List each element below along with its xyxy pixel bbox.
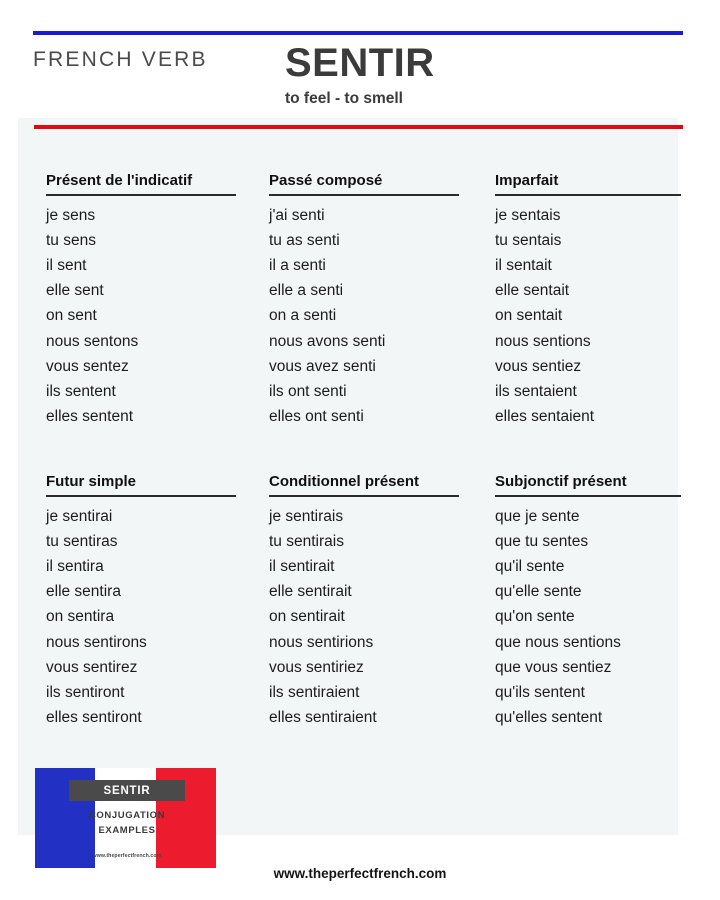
- conjugation-form: que nous sentions: [495, 633, 621, 651]
- tense-title-underline: [495, 194, 681, 196]
- conjugation-form: qu'on sente: [495, 608, 575, 626]
- tense-title: Imparfait: [495, 172, 559, 189]
- conjugation-form: que tu sentes: [495, 532, 589, 550]
- conjugation-form: vous sentirez: [46, 658, 138, 676]
- conjugation-form: qu'elle sente: [495, 583, 582, 601]
- conjugation-list: [46, 504, 261, 731]
- page-title: SENTIR: [285, 41, 435, 85]
- conjugation-form: tu sens: [46, 231, 96, 249]
- conjugation-list: [46, 203, 261, 430]
- conjugation-form: ils ont senti: [269, 382, 347, 400]
- french-flag-logo: [35, 768, 216, 868]
- conjugation-form: elles sentent: [46, 408, 134, 426]
- conjugation-form: vous avez senti: [269, 357, 376, 375]
- conjugation-form: on a senti: [269, 307, 337, 325]
- conjugation-form: il sentait: [495, 256, 552, 274]
- tense-title: Passé composé: [269, 172, 383, 189]
- logo-subtitle: [69, 808, 185, 838]
- conjugation-form: vous sentiriez: [269, 658, 364, 676]
- conjugation-form: nous sentions: [495, 332, 591, 350]
- tense-block-imparfait: [495, 172, 710, 429]
- conjugation-form: tu sentais: [495, 231, 562, 249]
- tense-title-underline: [46, 495, 236, 497]
- conjugation-list: [495, 203, 710, 430]
- conjugation-list: [269, 504, 484, 731]
- conjugation-form: ils sentent: [46, 382, 116, 400]
- conjugation-form: nous avons senti: [269, 332, 386, 350]
- logo-url: www.theperfectfrench.com: [92, 853, 162, 859]
- conjugation-form: qu'il sente: [495, 557, 565, 575]
- conjugation-form: nous sentons: [46, 332, 139, 350]
- conjugation-form: tu sentirais: [269, 532, 344, 550]
- verb-meaning: to feel - to smell: [285, 90, 403, 107]
- conjugation-form: tu as senti: [269, 231, 340, 249]
- conjugation-list: [495, 504, 710, 731]
- conjugation-grid: [18, 118, 678, 835]
- conjugation-form: elles sentaient: [495, 408, 595, 426]
- tense-block-passe-compose: [269, 172, 484, 429]
- conjugation-list: [269, 203, 484, 430]
- conjugation-form: elle sentirait: [269, 583, 352, 601]
- conjugation-form: on sentirait: [269, 608, 345, 626]
- conjugation-form: je sens: [46, 206, 96, 224]
- logo-verb-banner: SENTIR: [69, 780, 185, 801]
- logo-subtitle-line2: EXAMPLES: [98, 825, 156, 836]
- conjugation-form: on sentira: [46, 608, 115, 626]
- conjugation-form: elle sentait: [495, 282, 570, 300]
- footer-url: www.theperfectfrench.com: [273, 866, 447, 881]
- conjugation-form: elle sent: [46, 282, 104, 300]
- conjugation-form: il sentirait: [269, 557, 335, 575]
- conjugation-form: nous sentirons: [46, 633, 147, 651]
- conjugation-form: elles sentiraient: [269, 709, 377, 727]
- tense-title: Présent de l'indicatif: [46, 172, 193, 189]
- conjugation-form: elles ont senti: [269, 408, 364, 426]
- conjugation-form: que vous sentiez: [495, 658, 612, 676]
- conjugation-form: elle sentira: [46, 583, 121, 601]
- blue-rule-divider: [33, 31, 683, 35]
- conjugation-form: ils sentaient: [495, 382, 577, 400]
- conjugation-form: que je sente: [495, 507, 580, 525]
- conjugation-form: elle a senti: [269, 282, 344, 300]
- conjugation-form: ils sentiront: [46, 683, 125, 701]
- conjugation-form: il a senti: [269, 256, 326, 274]
- tense-title-underline: [46, 194, 236, 196]
- tense-title-underline: [269, 194, 459, 196]
- conjugation-form: on sent: [46, 307, 97, 325]
- logo-subtitle-line1: CONJUGATION: [88, 810, 166, 821]
- tense-block-conditionnel-present: [269, 473, 484, 730]
- conjugation-form: on sentait: [495, 307, 563, 325]
- header: [0, 0, 720, 118]
- conjugation-form: il sent: [46, 256, 87, 274]
- conjugation-form: ils sentiraient: [269, 683, 360, 701]
- tense-title: Subjonctif présent: [495, 473, 627, 490]
- tense-block-subjonctif-present: [495, 473, 710, 730]
- conjugation-form: je sentirai: [46, 507, 113, 525]
- conjugation-form: vous sentez: [46, 357, 129, 375]
- conjugation-form: je sentirais: [269, 507, 344, 525]
- conjugation-form: vous sentiez: [495, 357, 582, 375]
- conjugation-form: nous sentirions: [269, 633, 374, 651]
- tense-block-present: [46, 172, 261, 429]
- conjugation-form: j'ai senti: [269, 206, 325, 224]
- tense-title-underline: [269, 495, 459, 497]
- tense-block-futur-simple: [46, 473, 261, 730]
- kicker-label: FRENCH VERB: [33, 48, 208, 71]
- tense-title: Conditionnel présent: [269, 473, 419, 490]
- conjugation-form: tu sentiras: [46, 532, 118, 550]
- tense-title: Futur simple: [46, 473, 137, 490]
- conjugation-form: je sentais: [495, 206, 561, 224]
- conjugation-form: qu'elles sentent: [495, 709, 603, 727]
- conjugation-form: elles sentiront: [46, 709, 142, 727]
- tense-title-underline: [495, 495, 681, 497]
- conjugation-form: qu'ils sentent: [495, 683, 585, 701]
- conjugation-form: il sentira: [46, 557, 104, 575]
